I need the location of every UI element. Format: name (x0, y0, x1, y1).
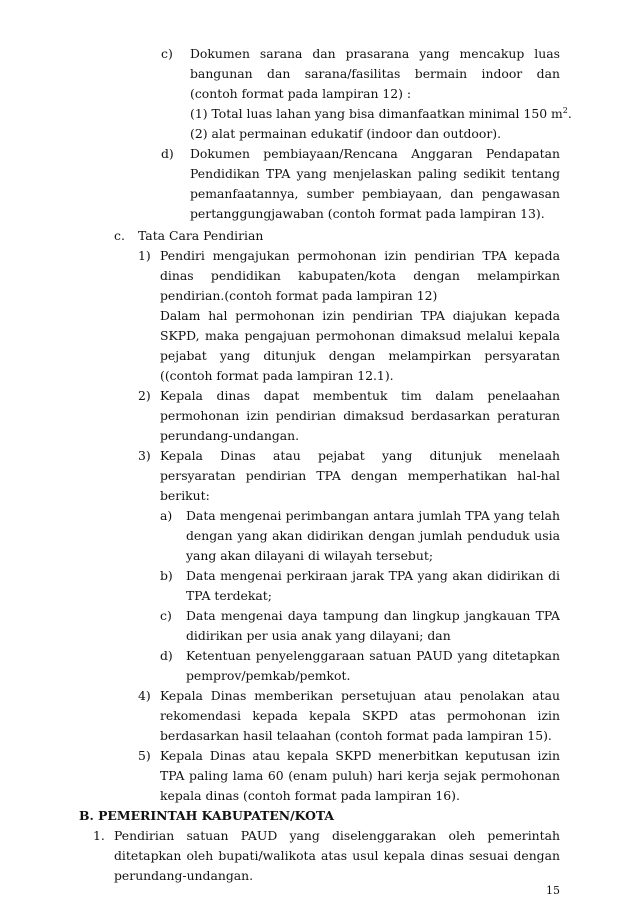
text-line: Data mengenai daya tampung dan lingkup jangkauan TPA (186, 608, 560, 623)
text-line: (2) alat permainan edukatif (indoor dan outdoor). (190, 126, 502, 141)
text-line: dinas pendidikan kabupaten/kota dengan melampirkan (160, 268, 560, 283)
text-line: Dokumen pembiayaan/Rencana Anggaran Pendapatan (190, 146, 560, 161)
text-line: Kepala Dinas atau kepala SKPD menerbitkan keputusan izin (160, 748, 560, 763)
sub-marker-d: d) (160, 648, 173, 663)
sub-marker-b: b) (160, 568, 173, 583)
section-heading: B. PEMERINTAH KABUPATEN/KOTA (79, 808, 335, 823)
number-marker-4: 4) (138, 688, 151, 703)
text-line: kepala dinas (contoh format pada lampiran 16). (160, 788, 460, 803)
text-line: Dalam hal permohonan izin pendirian TPA diajukan kepada (160, 308, 560, 323)
text-line: berikut: (160, 488, 210, 503)
text-line: didirikan per usia anak yang dilayani; dan (186, 628, 451, 643)
text-line: pemanfaatannya, sumber pembiayaan, dan pengawasan (190, 186, 560, 201)
text-line: Data mengenai perkiraan jarak TPA yang akan didirikan di (186, 568, 560, 583)
text-punct: . (567, 106, 572, 121)
number-marker-1: 1) (138, 248, 151, 263)
section-title: Tata Cara Pendirian (138, 228, 264, 243)
text-line: Pendiri mengajukan permohonan izin pendirian TPA kepada (160, 248, 560, 263)
text-line: Ketentuan penyelenggaraan satuan PAUD yang ditetapkan (186, 648, 560, 663)
text-line: ((contoh format pada lampiran 12.1). (160, 368, 394, 383)
superscript: 2 (562, 105, 568, 115)
text-line: Kepala Dinas memberikan persetujuan atau penolakan atau (160, 688, 560, 703)
sub-marker-c: c) (160, 608, 172, 623)
text-line: ditetapkan oleh bupati/walikota atas usul kepala dinas sesuai dengan (114, 848, 560, 863)
text-line: TPA paling lama 60 (enam puluh) hari kerja sejak permohonan (160, 768, 560, 783)
list-marker-d: d) (161, 146, 174, 161)
text-line: TPA terdekat; (186, 588, 272, 603)
text-line: SKPD, maka pengajuan permohonan dimaksud melalui kepala (160, 328, 560, 343)
list-marker-c: c) (161, 46, 173, 61)
text-line: berdasarkan hasil telaahan (contoh format pada lampiran 15). (160, 728, 552, 743)
text-line: perundang-undangan. (114, 868, 254, 883)
number-marker-5: 5) (138, 748, 151, 763)
number-marker-2: 2) (138, 388, 151, 403)
text-line: persyaratan pendirian TPA dengan memperhatikan hal-hal (160, 468, 560, 483)
text-line: Kepala Dinas atau pejabat yang ditunjuk menelaah (160, 448, 560, 463)
text-line-area (190, 104, 572, 124)
text-line: (1) Total luas lahan yang bisa dimanfaatkan minimal 150 m (190, 106, 563, 121)
text-line: Data mengenai perimbangan antara jumlah TPA yang telah (186, 508, 560, 523)
page-number: 15 (546, 884, 560, 897)
section-marker-c: c. (114, 228, 125, 243)
text-line: bangunan dan sarana/fasilitas bermain indoor dan (190, 66, 560, 81)
text-line: Pendidikan TPA yang menjelaskan paling sedikit tentang (190, 166, 560, 181)
text-line: pejabat yang ditunjuk dengan melampirkan persyaratan (160, 348, 560, 363)
sub-marker-a: a) (160, 508, 173, 523)
text-line: perundang-undangan. (160, 428, 300, 443)
text-line: Pendirian satuan PAUD yang diselenggarakan oleh pemerintah (114, 828, 560, 843)
number-marker-b1: 1. (93, 828, 105, 843)
text-line: permohonan izin pendirian dimaksud berdasarkan peraturan (160, 408, 560, 423)
text-line: yang akan dilayani di wilayah tersebut; (186, 548, 434, 563)
text-line: dengan yang akan didirikan dengan jumlah penduduk usia (186, 528, 560, 543)
text-line: rekomendasi kepada kepala SKPD atas permohonan izin (160, 708, 560, 723)
text-line: pendirian.(contoh format pada lampiran 12) (160, 288, 438, 303)
number-marker-3: 3) (138, 448, 151, 463)
text-line: Kepala dinas dapat membentuk tim dalam penelaahan (160, 388, 560, 403)
text-line: pertanggungjawaban (contoh format pada lampiran 13). (190, 206, 545, 221)
text-line: (contoh format pada lampiran 12) : (190, 86, 412, 101)
text-line: Dokumen sarana dan prasarana yang mencakup luas (190, 46, 560, 61)
text-line: pemprov/pemkab/pemkot. (186, 668, 351, 683)
